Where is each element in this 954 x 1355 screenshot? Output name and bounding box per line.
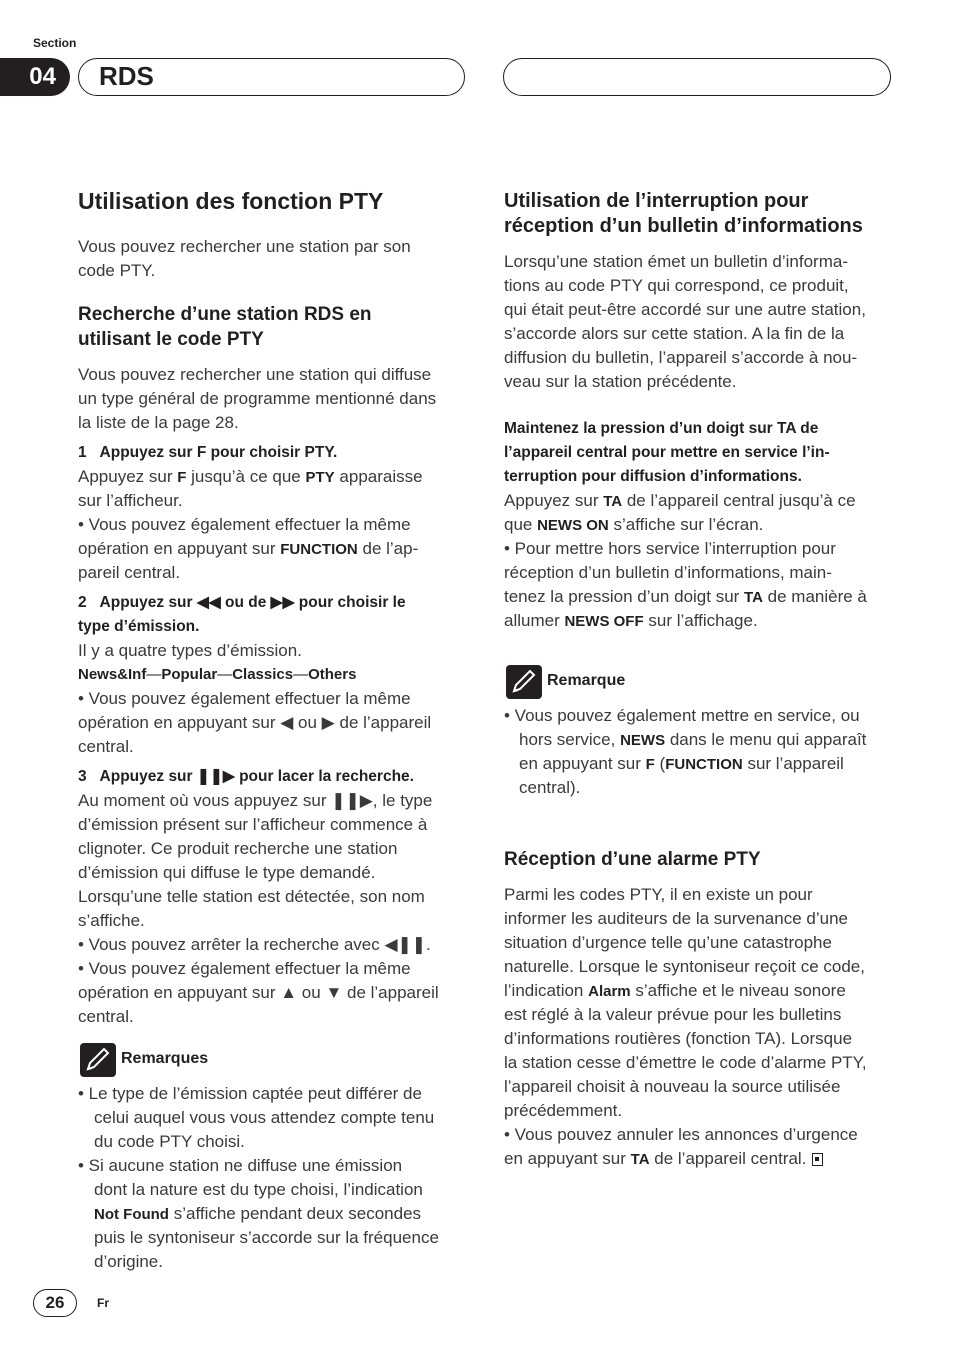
paragraph-line: en appuyant sur TA de l’appareil central. <box>504 1147 823 1172</box>
header-empty-box <box>503 58 891 96</box>
paragraph-line: hors service, NEWS dans le menu qui apparaît <box>519 730 867 749</box>
step-1: 1 Appuyez sur F pour choisir PTY. <box>78 444 338 461</box>
bullet-line: • Vous pouvez également mettre en service, ou <box>504 706 860 725</box>
display-text: Alarm <box>588 983 631 1000</box>
paragraph-line: tions au code PTY qui correspond, ce produit, <box>504 276 849 295</box>
paragraph-line: est réglé à la valeur prévue pour les bulletins <box>504 1005 842 1024</box>
paragraph-line: dont la nature est du type choisi, l’indication <box>94 1180 423 1199</box>
display-text: NEWS ON <box>537 517 609 534</box>
paragraph-line: clignoter. Ce produit recherche une station <box>78 839 398 858</box>
paragraph-line: en appuyant sur F (FUNCTION sur l’appareil <box>519 754 844 773</box>
key-label: TA <box>630 1151 650 1168</box>
key-label: F <box>196 444 207 461</box>
paragraph-line: Lorsqu’une station émet un bulletin d’informa- <box>504 252 848 271</box>
step-2 <box>78 591 406 615</box>
key-label: F <box>645 756 655 773</box>
paragraph-line: Il y a quatre types d’émission. <box>78 641 302 660</box>
step-number: 3 <box>78 768 87 785</box>
step-2-continued: type d’émission. <box>78 618 200 635</box>
bullet-line: • Vous pouvez également effectuer la même <box>78 515 411 534</box>
paragraph-line: allumer NEWS OFF sur l’affichage. <box>504 611 758 630</box>
key-label: TA <box>777 420 796 437</box>
paragraph-line: situation d’urgence telle qu’une catastrophe <box>504 933 832 952</box>
step-number: 1 <box>78 444 87 461</box>
section-title: RDS <box>99 61 154 91</box>
bullet-line: • Si aucune station ne diffuse une émission <box>78 1156 403 1175</box>
bullet-line: • Vous pouvez également effectuer la même <box>78 959 411 978</box>
paragraph-line: Vous pouvez rechercher une station qui diffuse <box>78 365 432 384</box>
key-label: PTY <box>305 469 335 486</box>
subheading-rds-search: Recherche d’une station RDS en <box>78 304 372 325</box>
heading-pty-functions: Utilisation des fonction PTY <box>78 188 384 214</box>
display-text: Not Found <box>94 1206 169 1223</box>
display-text: NEWS OFF <box>564 613 644 630</box>
key-label: FUNCTION <box>665 756 743 773</box>
paragraph-line: pareil central. <box>78 563 181 582</box>
paragraph-line: informer les auditeurs de la survenance d’une <box>504 909 848 928</box>
paragraph-line: celui auquel vous vous attendez compte tenu <box>94 1108 435 1127</box>
paragraph-line: Parmi les codes PTY, il en existe un pour <box>504 885 813 904</box>
section-label: Section <box>33 36 77 50</box>
key-label: FUNCTION <box>280 541 358 558</box>
paragraph-line: sur l’afficheur. <box>78 491 183 510</box>
paragraph-line: opération en appuyant sur FUNCTION de l’ap- <box>78 539 419 558</box>
paragraph-line: précédemment. <box>504 1101 623 1120</box>
paragraph-line: opération en appuyant sur ▲ ou ▼ de l’appareil <box>78 983 439 1002</box>
paragraph-line: s’accorde alors sur cette station. A la fin de la <box>504 324 845 343</box>
bullet-line: • Vous pouvez arrêter la recherche avec ◀❚❚. <box>78 935 431 954</box>
step-3 <box>78 765 414 789</box>
language-code: Fr <box>97 1296 109 1310</box>
end-mark-icon <box>812 1153 823 1166</box>
step-text: Appuyez sur ❚❚▶ pour lacer la recherche. <box>99 768 414 785</box>
bullet-line: • Le type de l’émission captée peut différer de <box>78 1084 422 1103</box>
note-pencil-icon <box>506 665 542 699</box>
intro-line: code PTY. <box>78 261 156 280</box>
step-text: pour choisir <box>206 444 305 461</box>
key-label: PTY <box>304 444 333 461</box>
paragraph-line: d’informations routières (fonction TA). Lorsque <box>504 1029 853 1048</box>
key-label: TA <box>603 493 623 510</box>
paragraph-line: qui était peut-être accordé sur une autre station, <box>504 300 866 319</box>
paragraph-line: opération en appuyant sur ◀ ou ▶ de l’appareil <box>78 713 432 732</box>
paragraph-line: un type général de programme mentionné dans <box>78 389 437 408</box>
paragraph-line: Lorsqu’une telle station est détectée, son nom <box>78 887 425 906</box>
heading-pty-alarm: Réception d’une alarme PTY <box>504 849 761 870</box>
paragraph-line: d’origine. <box>94 1252 163 1271</box>
intro-line: Vous pouvez rechercher une station par son <box>78 237 411 256</box>
paragraph-line: veau sur la station précédente. <box>504 372 737 391</box>
bullet-line: • Pour mettre hors service l’interruption pour <box>504 539 836 558</box>
notes-heading: Remarques <box>121 1050 209 1067</box>
instruction-line: l’appareil central pour mettre en service l’in- <box>504 444 830 461</box>
step-text: Appuyez sur ◀◀ ou de ▶▶ pour choisir le <box>99 594 406 611</box>
heading-news-interrupt: réception d’un bulletin d’informations <box>504 215 863 237</box>
paragraph-line: s’affiche. <box>78 911 145 930</box>
display-text: NEWS <box>620 732 666 749</box>
paragraph-line: central. <box>78 737 134 756</box>
paragraph-line: Appuyez sur F jusqu’à ce que PTY apparaisse <box>78 467 423 486</box>
paragraph-line: réception d’un bulletin d’informations, main- <box>504 563 832 582</box>
note-heading: Remarque <box>547 672 626 689</box>
paragraph-line: Au moment où vous appuyez sur ❚❚▶, le type <box>78 791 433 810</box>
step-text: Appuyez sur <box>99 444 197 461</box>
paragraph-line: l’indication Alarm s’affiche et le niveau sonore <box>504 981 846 1000</box>
paragraph-line: tenez la pression d’un doigt sur TA de manière à <box>504 587 867 606</box>
paragraph-line: diffusion du bulletin, l’appareil s’accorde à nou- <box>504 348 858 367</box>
bullet-line: • Vous pouvez également effectuer la même <box>78 689 411 708</box>
paragraph-line: central). <box>519 778 581 797</box>
program-types-line: News&Inf—Popular—Classics—Others <box>78 666 357 683</box>
bullet-line: • Vous pouvez annuler les annonces d’urgence <box>504 1125 858 1144</box>
section-number-badge: 04 <box>0 58 70 96</box>
subheading-rds-search: utilisant le code PTY <box>78 329 264 350</box>
key-label: F <box>177 469 187 486</box>
paragraph-line: central. <box>78 1007 134 1026</box>
paragraph-line: naturelle. Lorsque le syntoniseur reçoit ce code, <box>504 957 865 976</box>
paragraph-line: la station cesse d’émettre le code d’alarme PTY, <box>504 1053 867 1072</box>
key-label: TA <box>744 589 763 606</box>
instruction-line: terruption pour diffusion d’informations. <box>504 468 802 485</box>
paragraph-line: Not Found s’affiche pendant deux secondes <box>94 1204 422 1223</box>
note-pencil-icon <box>80 1043 116 1077</box>
step-number: 2 <box>78 594 87 611</box>
paragraph-line: d’émission présent sur l’afficheur commence à <box>78 815 428 834</box>
paragraph-line: puis le syntoniseur s’accorde sur la fréquence <box>94 1228 439 1247</box>
instruction-line: Maintenez la pression d’un doigt sur TA de <box>504 420 819 437</box>
heading-news-interrupt: Utilisation de l’interruption pour <box>504 190 809 212</box>
paragraph-line: du code PTY choisi. <box>94 1132 245 1151</box>
paragraph-line: Appuyez sur TA de l’appareil central jusqu’à ce <box>504 491 856 510</box>
paragraph-line: l’appareil choisit à nouveau la source utilisée <box>504 1077 841 1096</box>
section-title-box <box>78 58 465 96</box>
paragraph-line: que NEWS ON s’affiche sur l’écran. <box>504 515 764 534</box>
page-number: 26 <box>33 1289 77 1317</box>
paragraph-line: la liste de la page 28. <box>78 413 239 432</box>
paragraph-line: d’émission qui diffuse le type demandé. <box>78 863 376 882</box>
